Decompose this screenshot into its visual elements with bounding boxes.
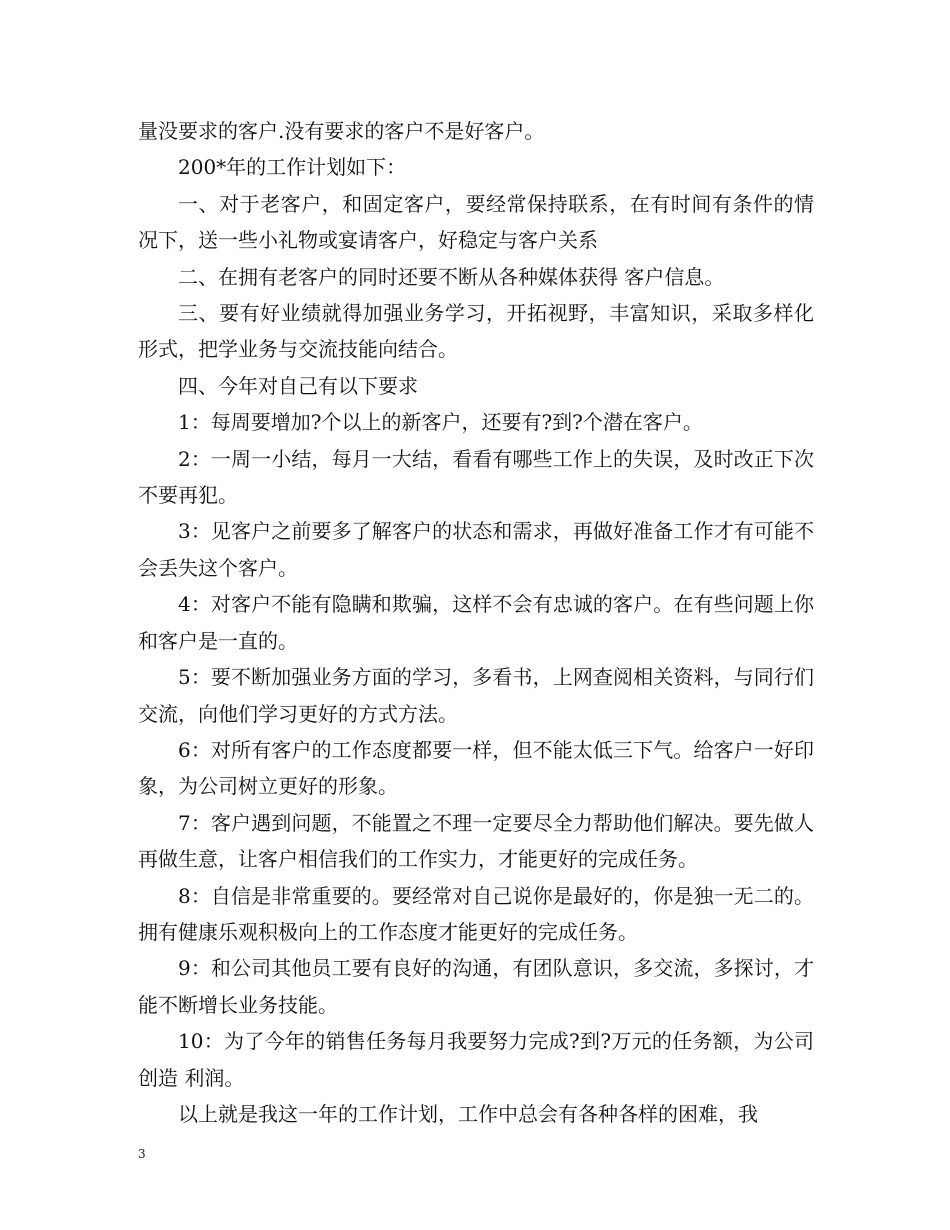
paragraph-continued: 量没要求的客户.没有要求的客户不是好客户。 bbox=[138, 119, 545, 143]
paragraph-conclusion: 以上就是我这一年的工作计划，工作中总会有各种各样的困难，我 bbox=[178, 1101, 758, 1126]
paragraph-requirement-5: 5：要不断加强业务方面的学习，多看书，上网查阅相关资料，与同行们交流，向他们学习更好的方式方法。 bbox=[138, 665, 814, 726]
document-body bbox=[138, 113, 814, 1132]
page-number: 3 bbox=[138, 1147, 146, 1161]
paragraph-requirement-7: 7：客户遇到问题，不能置之不理一定要尽全力帮助他们解决。要先做人再做生意，让客户相信我们的工作实力，才能更好的完成任务。 bbox=[138, 810, 814, 872]
paragraph-requirement-1: 1：每周要增加?个以上的新客户，还要有?到?个潜在客户。 bbox=[178, 410, 703, 435]
paragraph-requirement-3: 3：见客户之前要多了解客户的状态和需求，再做好准备工作才有可能不会丢失这个客户。 bbox=[138, 519, 814, 580]
paragraph-item-three: 三、要有好业绩就得加强业务学习，开拓视野，丰富知识，采取多样化形式，把学业务与交流技能向结合。 bbox=[138, 301, 814, 362]
paragraph-requirement-2: 2：一周一小结，每月一大结，看看有哪些工作上的失误，及时改正下次不要再犯。 bbox=[138, 446, 814, 508]
paragraph-item-two: 二、在拥有老客户的同时还要不断从各种媒体获得 客户信息。 bbox=[178, 264, 725, 289]
paragraph-requirement-10: 10：为了今年的销售任务每月我要努力完成?到?万元的任务额，为公司创造 利润。 bbox=[138, 1029, 814, 1090]
paragraph-item-four: 四、今年对自己有以下要求 bbox=[178, 373, 418, 398]
paragraph-requirement-9: 9：和公司其他员工要有良好的沟通，有团队意识，多交流，多探讨，才能不断增长业务技能。 bbox=[138, 956, 814, 1017]
paragraph-item-one: 一、对于老客户，和固定客户，要经常保持联系，在有时间有条件的情况下，送一些小礼物或宴请客户，好稳定与客户关系 bbox=[138, 191, 814, 253]
paragraph-plan-intro: 200*年的工作计划如下： bbox=[178, 155, 407, 180]
paragraph-requirement-6: 6：对所有客户的工作态度都要一样，但不能太低三下气。给客户一好印象，为公司树立更好的形象。 bbox=[138, 737, 814, 799]
paragraph-requirement-8: 8：自信是非常重要的。要经常对自己说你是最好的，你是独一无二的。拥有健康乐观积极向上的工作态度才能更好的完成任务。 bbox=[138, 883, 814, 944]
paragraph-requirement-4: 4：对客户不能有隐瞒和欺骗，这样不会有忠诚的客户。在有些问题上你和客户是一直的。 bbox=[138, 592, 814, 653]
